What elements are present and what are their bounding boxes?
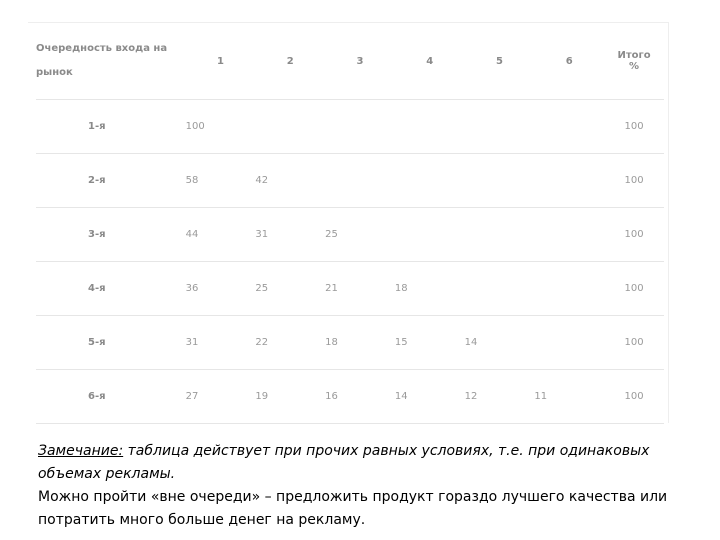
table-cell: 42 xyxy=(255,154,325,208)
table-cell xyxy=(465,154,535,208)
note-label: Замечание: xyxy=(38,443,124,459)
row-total: 100 xyxy=(604,370,664,424)
table-cell: 18 xyxy=(325,316,395,370)
row-total: 100 xyxy=(604,262,664,316)
header-col-1: 1 xyxy=(186,23,256,100)
header-entry-order-line1: Очередность входа на xyxy=(36,43,168,54)
table-header-row xyxy=(36,23,664,100)
header-col-6: 6 xyxy=(534,23,604,100)
table-cell: 31 xyxy=(186,316,256,370)
table-cell xyxy=(465,262,535,316)
header-total xyxy=(604,23,664,100)
table-cell: 19 xyxy=(255,370,325,424)
table-cell xyxy=(325,154,395,208)
row-total: 100 xyxy=(604,100,664,154)
table-row xyxy=(36,370,664,424)
table-cell xyxy=(534,262,604,316)
table-cell: 44 xyxy=(186,208,256,262)
row-total: 100 xyxy=(604,316,664,370)
table-row xyxy=(36,316,664,370)
table-cell: 21 xyxy=(325,262,395,316)
note-paragraph xyxy=(38,440,698,532)
table-cell: 58 xyxy=(186,154,256,208)
header-total-line2: % xyxy=(629,61,640,72)
header-col-4: 4 xyxy=(395,23,465,100)
header-entry-order xyxy=(36,23,186,100)
table-cell xyxy=(395,154,465,208)
table-cell xyxy=(255,100,325,154)
table-row xyxy=(36,100,664,154)
row-label: 3-я xyxy=(36,208,186,262)
header-col-3: 3 xyxy=(325,23,395,100)
table-cell: 16 xyxy=(325,370,395,424)
header-total-line1: Итого xyxy=(617,50,651,61)
row-label: 4-я xyxy=(36,262,186,316)
table-cell xyxy=(465,100,535,154)
table-cell: 12 xyxy=(465,370,535,424)
table-cell: 22 xyxy=(255,316,325,370)
row-label: 6-я xyxy=(36,370,186,424)
header-col-5: 5 xyxy=(465,23,535,100)
table-cell: 14 xyxy=(395,370,465,424)
table-cell: 25 xyxy=(325,208,395,262)
table-card xyxy=(28,22,669,423)
table-cell: 27 xyxy=(186,370,256,424)
table-cell: 14 xyxy=(465,316,535,370)
table-cell xyxy=(465,208,535,262)
market-entry-table xyxy=(36,23,664,424)
table-row xyxy=(36,262,664,316)
table-cell xyxy=(395,100,465,154)
table-cell: 11 xyxy=(534,370,604,424)
table-cell xyxy=(534,100,604,154)
header-col-2: 2 xyxy=(255,23,325,100)
row-label: 5-я xyxy=(36,316,186,370)
table-cell: 31 xyxy=(255,208,325,262)
table-row xyxy=(36,208,664,262)
row-label: 2-я xyxy=(36,154,186,208)
header-entry-order-line2: рынок xyxy=(36,67,73,78)
table-cell xyxy=(325,100,395,154)
table-cell xyxy=(395,208,465,262)
table-cell: 100 xyxy=(186,100,256,154)
row-label: 1-я xyxy=(36,100,186,154)
note-line-2: Можно пройти «вне очереди» – предложить продукт гораздо лучшего качества или потратить много больше денег на рекламу. xyxy=(38,489,668,528)
table-cell xyxy=(534,316,604,370)
table-cell: 18 xyxy=(395,262,465,316)
note-line-1 xyxy=(38,440,698,486)
table-cell xyxy=(534,208,604,262)
row-total: 100 xyxy=(604,208,664,262)
table-cell: 15 xyxy=(395,316,465,370)
table-cell xyxy=(534,154,604,208)
table-cell: 36 xyxy=(186,262,256,316)
table-row xyxy=(36,154,664,208)
table-cell: 25 xyxy=(255,262,325,316)
row-total: 100 xyxy=(604,154,664,208)
note-italic-text: таблица действует при прочих равных условиях, т.е. при одинаковых объемах рекламы. xyxy=(38,443,650,482)
